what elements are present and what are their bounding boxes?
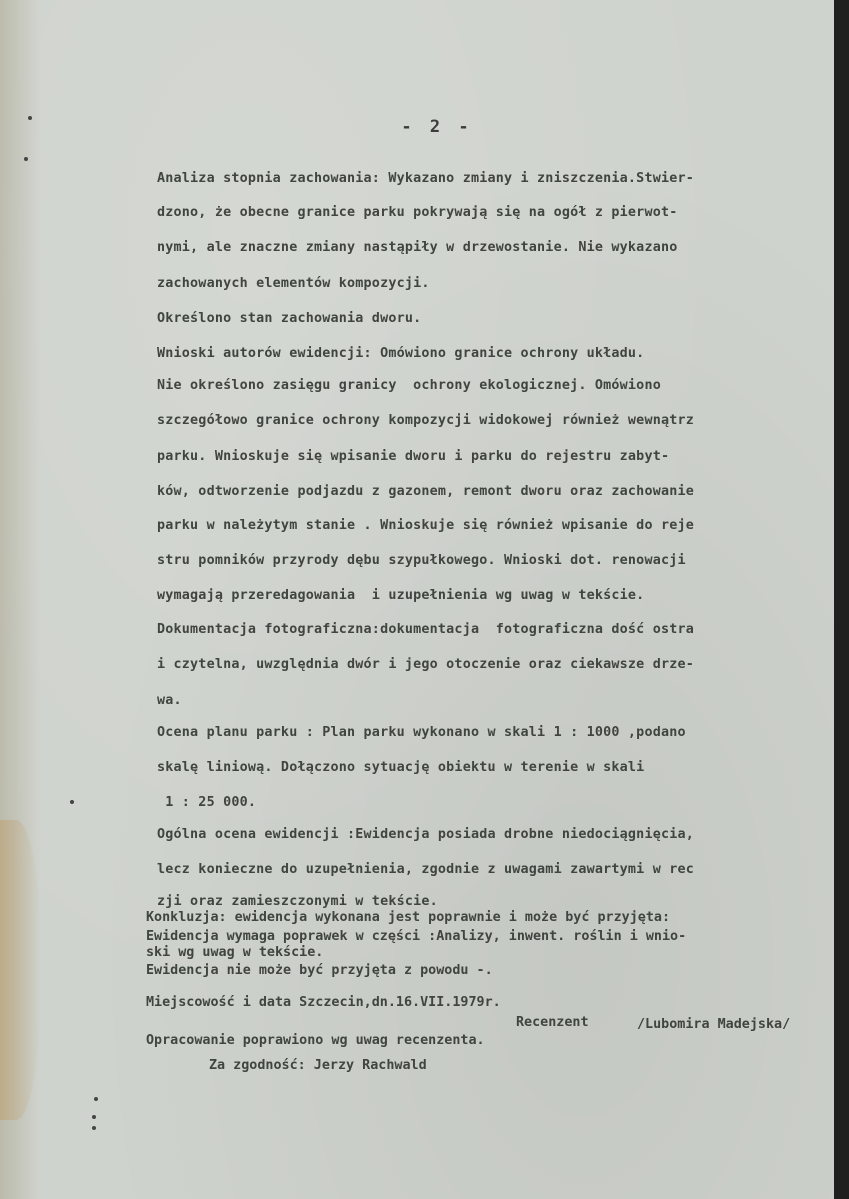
revision-note: Opracowanie poprawiono wg uwag recenzenta.: [146, 1033, 485, 1048]
scan-border: [834, 0, 849, 1199]
body-text-line: i czytelna, uwzględnia dwór i jego otoczenie oraz ciekawsze drze-: [157, 657, 695, 672]
conclusion-line: Konkluzja: ewidencja wykonana jest poprawnie i może być przyjęta:: [146, 910, 671, 925]
body-text-line: parku. Wnioskuje się wpisanie dworu i parku do rejestru zabyt-: [157, 449, 670, 464]
body-text-line: Analiza stopnia zachowania: Wykazano zmiany i zniszczenia.Stwier-: [157, 171, 695, 186]
reviewer-label: Recenzent: [516, 1015, 589, 1030]
body-text-line: zji oraz zamieszczonymi w tekście.: [157, 894, 438, 909]
place-date-line: Miejscowość i data Szczecin,dn.16.VII.1979r.: [146, 995, 501, 1010]
body-text-line: Ocena planu parku : Plan parku wykonano w skali 1 : 1000 ,podano: [157, 725, 686, 740]
certified-by: Za zgodność: Jerzy Rachwald: [209, 1058, 427, 1073]
punch-mark: [94, 1097, 98, 1101]
paper-stain: [0, 820, 40, 1120]
page-number: - 2 -: [401, 117, 473, 137]
punch-mark: [70, 800, 74, 804]
body-text-line: Wnioski autorów ewidencji: Omówiono granice ochrony układu.: [157, 346, 645, 361]
body-text-line: stru pomników przyrody dębu szypułkowego. Wnioski dot. renowacji: [157, 553, 686, 568]
body-text-line: wymagają przeredagowania i uzupełnienia wg uwag w tekście.: [157, 588, 645, 603]
body-text-line: Dokumentacja fotograficzna:dokumentacja fotograficzna dość ostra: [157, 622, 695, 637]
body-text-line: skalę liniową. Dołączono sytuację obiektu w terenie w skali: [157, 760, 645, 775]
body-text-line: dzono, że obecne granice parku pokrywają się na ogół z pierwot-: [157, 205, 678, 220]
body-text-line: nymi, ale znaczne zmiany nastąpiły w drzewostanie. Nie wykazano: [157, 240, 678, 255]
punch-mark: [92, 1115, 96, 1119]
conclusion-line: ski wg uwag w tekście.: [146, 945, 324, 960]
body-text-line: Ogólna ocena ewidencji :Ewidencja posiada drobne niedociągnięcia,: [157, 827, 695, 842]
body-text-line: lecz konieczne do uzupełnienia, zgodnie z uwagami zawartymi w rec: [157, 862, 695, 877]
body-text-line: zachowanych elementów kompozycji.: [157, 276, 430, 291]
body-text-line: Nie określono zasięgu granicy ochrony ekologicznej. Omówiono: [157, 378, 661, 393]
body-text-line: parku w należytym stanie . Wnioskuje się również wpisanie do reje: [157, 518, 695, 533]
punch-mark: [24, 157, 28, 161]
body-text-line: wa.: [157, 693, 182, 708]
punch-mark: [92, 1126, 96, 1130]
body-text-line: szczegółowo granice ochrony kompozycji widokowej również wewnątrz: [157, 413, 695, 428]
body-text-line: ków, odtworzenie podjazdu z gazonem, remont dworu oraz zachowanie: [157, 484, 695, 499]
conclusion-line: Ewidencja wymaga poprawek w części :Analizy, inwent. roślin i wnio-: [146, 929, 687, 944]
body-text-line: Określono stan zachowania dworu.: [157, 311, 422, 326]
body-text-line: 1 : 25 000.: [157, 795, 257, 810]
conclusion-line: Ewidencja nie może być przyjęta z powodu -.: [146, 963, 493, 978]
reviewer-name: /Lubomira Madejska/: [637, 1017, 791, 1032]
